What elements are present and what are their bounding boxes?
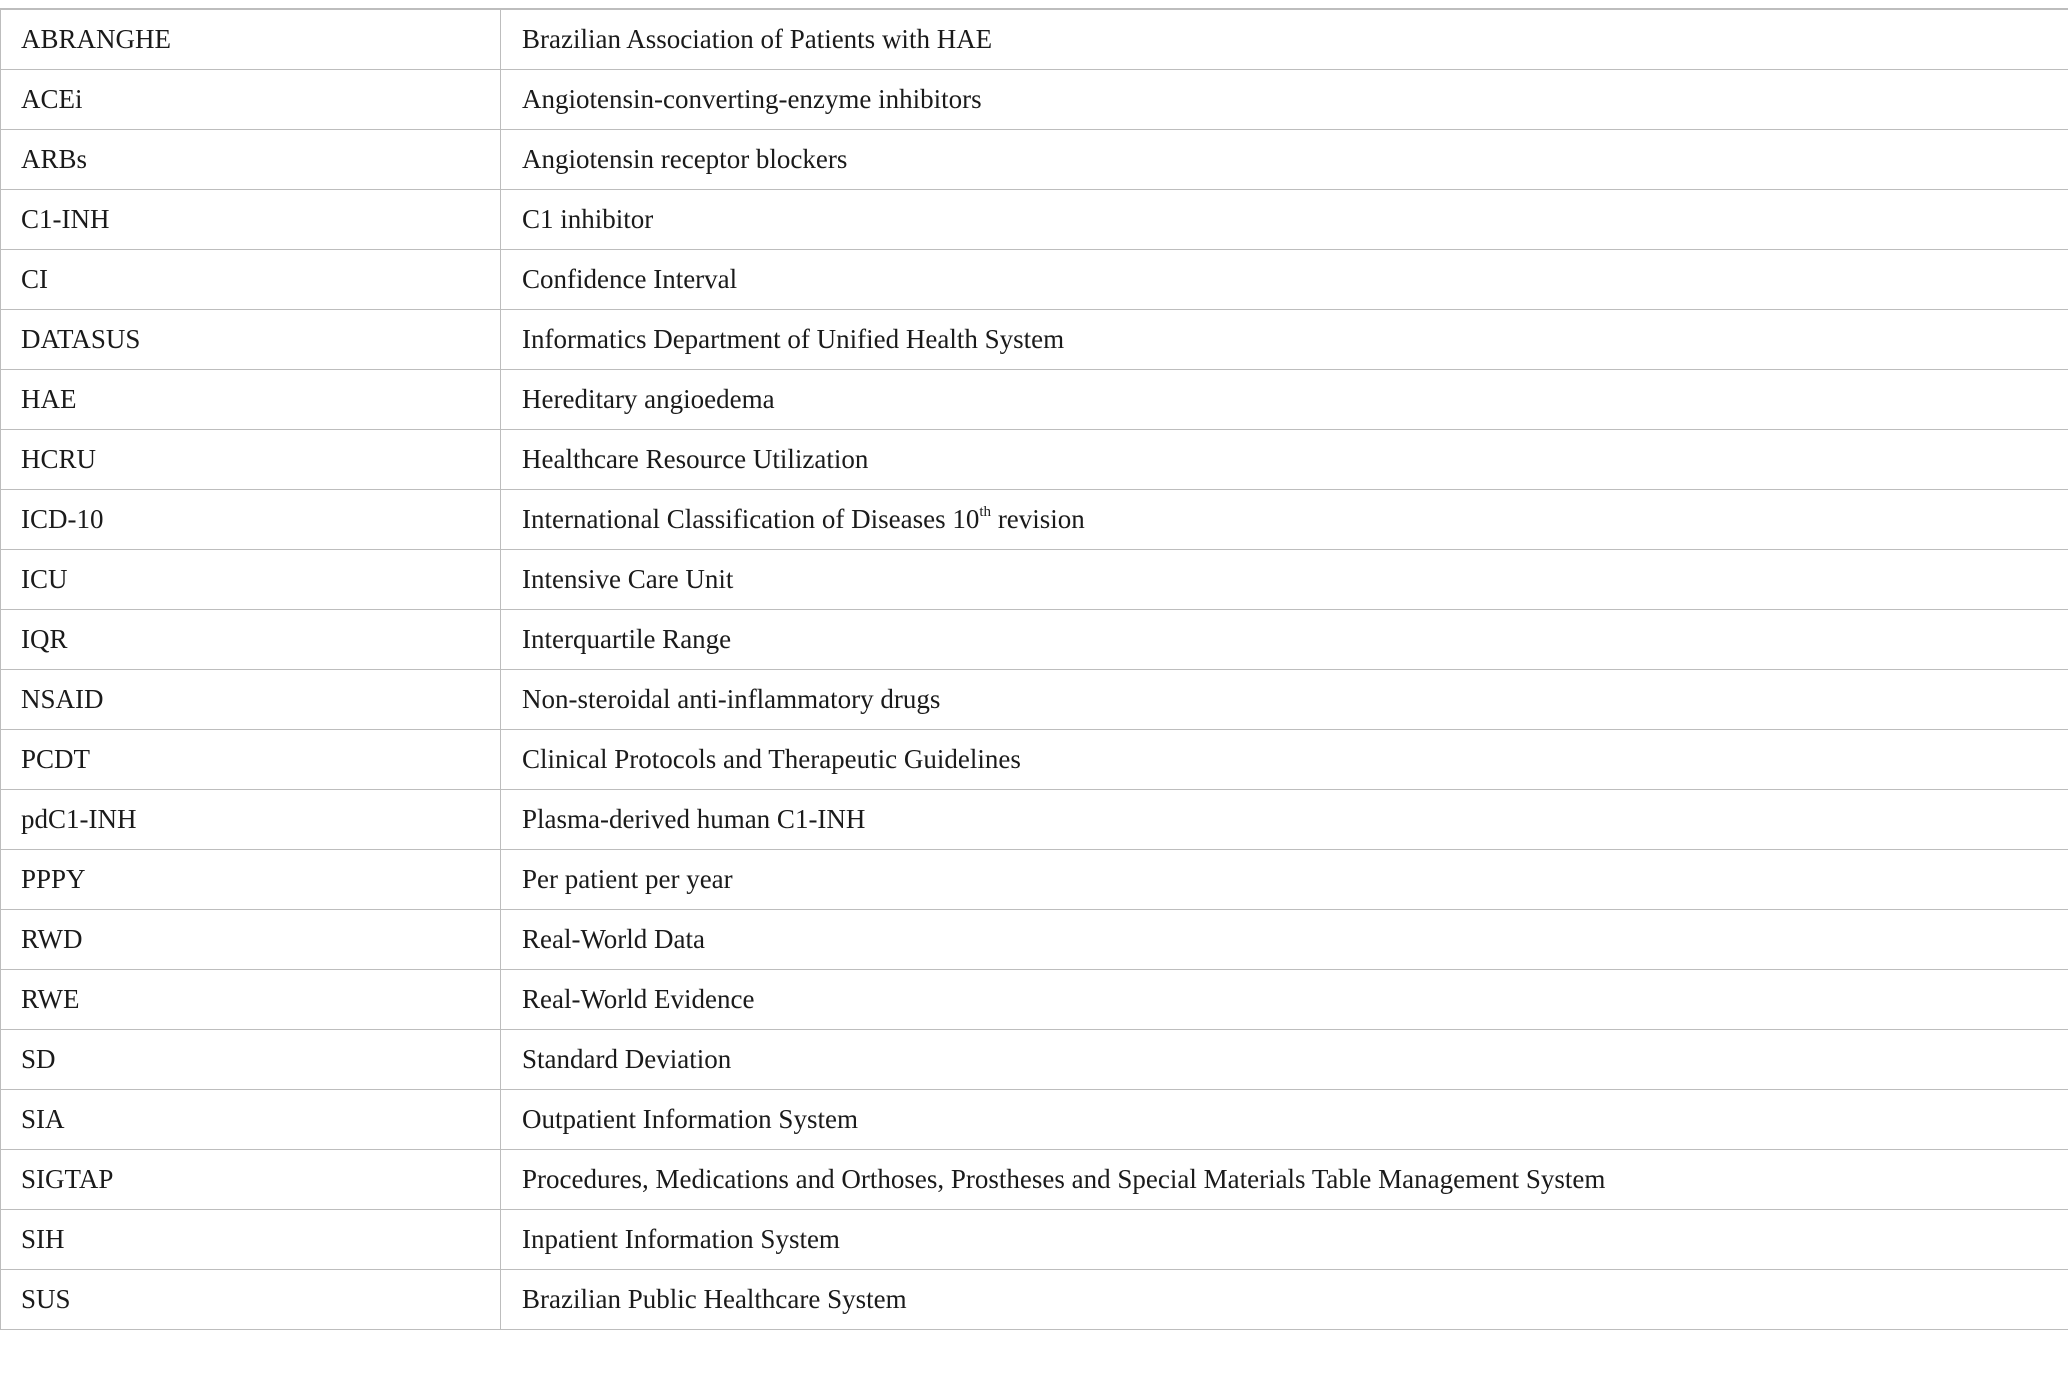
- definition-cell: Angiotensin-converting-enzyme inhibitors: [501, 69, 2068, 129]
- abbreviation-cell: pdC1-INH: [1, 789, 501, 849]
- abbreviation-cell: SUS: [1, 1269, 501, 1329]
- definition-cell: C1 inhibitor: [501, 189, 2068, 249]
- abbreviation-cell: RWD: [1, 909, 501, 969]
- table-row: [1, 849, 2068, 909]
- abbreviation-cell: SD: [1, 1029, 501, 1089]
- abbreviations-table: [0, 8, 2068, 1330]
- abbreviation-cell: PPPY: [1, 849, 501, 909]
- abbreviation-cell: ACEi: [1, 69, 501, 129]
- definition-cell: Inpatient Information System: [501, 1209, 2068, 1269]
- definition-cell: Interquartile Range: [501, 609, 2068, 669]
- abbreviations-table-body: [1, 9, 2068, 1329]
- definition-cell: Plasma-derived human C1-INH: [501, 789, 2068, 849]
- definition-cell: Real-World Data: [501, 909, 2068, 969]
- abbreviation-cell: HAE: [1, 369, 501, 429]
- table-row: [1, 429, 2068, 489]
- table-row: [1, 1029, 2068, 1089]
- abbreviation-cell: ICU: [1, 549, 501, 609]
- definition-cell: Outpatient Information System: [501, 1089, 2068, 1149]
- definition-text-tail: revision: [991, 503, 1085, 534]
- definition-text: International Classification of Diseases 10: [522, 503, 980, 534]
- definition-cell: Intensive Care Unit: [501, 549, 2068, 609]
- definition-cell: Standard Deviation: [501, 1029, 2068, 1089]
- abbreviation-cell: HCRU: [1, 429, 501, 489]
- abbreviation-cell: C1-INH: [1, 189, 501, 249]
- table-row: [1, 1209, 2068, 1269]
- abbreviation-cell: PCDT: [1, 729, 501, 789]
- definition-cell: Hereditary angioedema: [501, 369, 2068, 429]
- table-row: [1, 729, 2068, 789]
- table-row: [1, 609, 2068, 669]
- definition-cell: Informatics Department of Unified Health System: [501, 309, 2068, 369]
- abbreviation-cell: DATASUS: [1, 309, 501, 369]
- abbreviation-cell: ABRANGHE: [1, 9, 501, 69]
- table-row: [1, 1089, 2068, 1149]
- abbreviation-cell: RWE: [1, 969, 501, 1029]
- table-row: [1, 309, 2068, 369]
- table-row: [1, 549, 2068, 609]
- table-row: [1, 69, 2068, 129]
- definition-cell: Healthcare Resource Utilization: [501, 429, 2068, 489]
- table-row: [1, 789, 2068, 849]
- abbreviation-cell: SIH: [1, 1209, 501, 1269]
- abbreviation-cell: NSAID: [1, 669, 501, 729]
- table-row: [1, 1149, 2068, 1209]
- definition-cell: Clinical Protocols and Therapeutic Guidelines: [501, 729, 2068, 789]
- table-row: [1, 9, 2068, 69]
- abbreviation-cell: CI: [1, 249, 501, 309]
- definition-cell: Brazilian Association of Patients with HAE: [501, 9, 2068, 69]
- abbreviation-cell: SIA: [1, 1089, 501, 1149]
- abbreviation-cell: SIGTAP: [1, 1149, 501, 1209]
- table-row: [1, 1269, 2068, 1329]
- definition-cell: Real-World Evidence: [501, 969, 2068, 1029]
- table-row: [1, 249, 2068, 309]
- definition-cell: Angiotensin receptor blockers: [501, 129, 2068, 189]
- table-row: [1, 969, 2068, 1029]
- definition-cell: Non-steroidal anti-inflammatory drugs: [501, 669, 2068, 729]
- table-row: [1, 189, 2068, 249]
- table-row: [1, 909, 2068, 969]
- definition-cell: Confidence Interval: [501, 249, 2068, 309]
- definition-superscript: th: [979, 503, 992, 520]
- table-row: [1, 129, 2068, 189]
- abbreviation-cell: ARBs: [1, 129, 501, 189]
- abbreviation-cell: ICD-10: [1, 489, 501, 549]
- abbreviation-cell: IQR: [1, 609, 501, 669]
- definition-cell: Procedures, Medications and Orthoses, Prostheses and Special Materials Table Management System: [501, 1149, 2068, 1209]
- definition-cell: Per patient per year: [501, 849, 2068, 909]
- table-row: [1, 669, 2068, 729]
- table-row: [1, 489, 2068, 549]
- table-row: [1, 369, 2068, 429]
- definition-cell: Brazilian Public Healthcare System: [501, 1269, 2068, 1329]
- definition-cell: [501, 489, 2068, 549]
